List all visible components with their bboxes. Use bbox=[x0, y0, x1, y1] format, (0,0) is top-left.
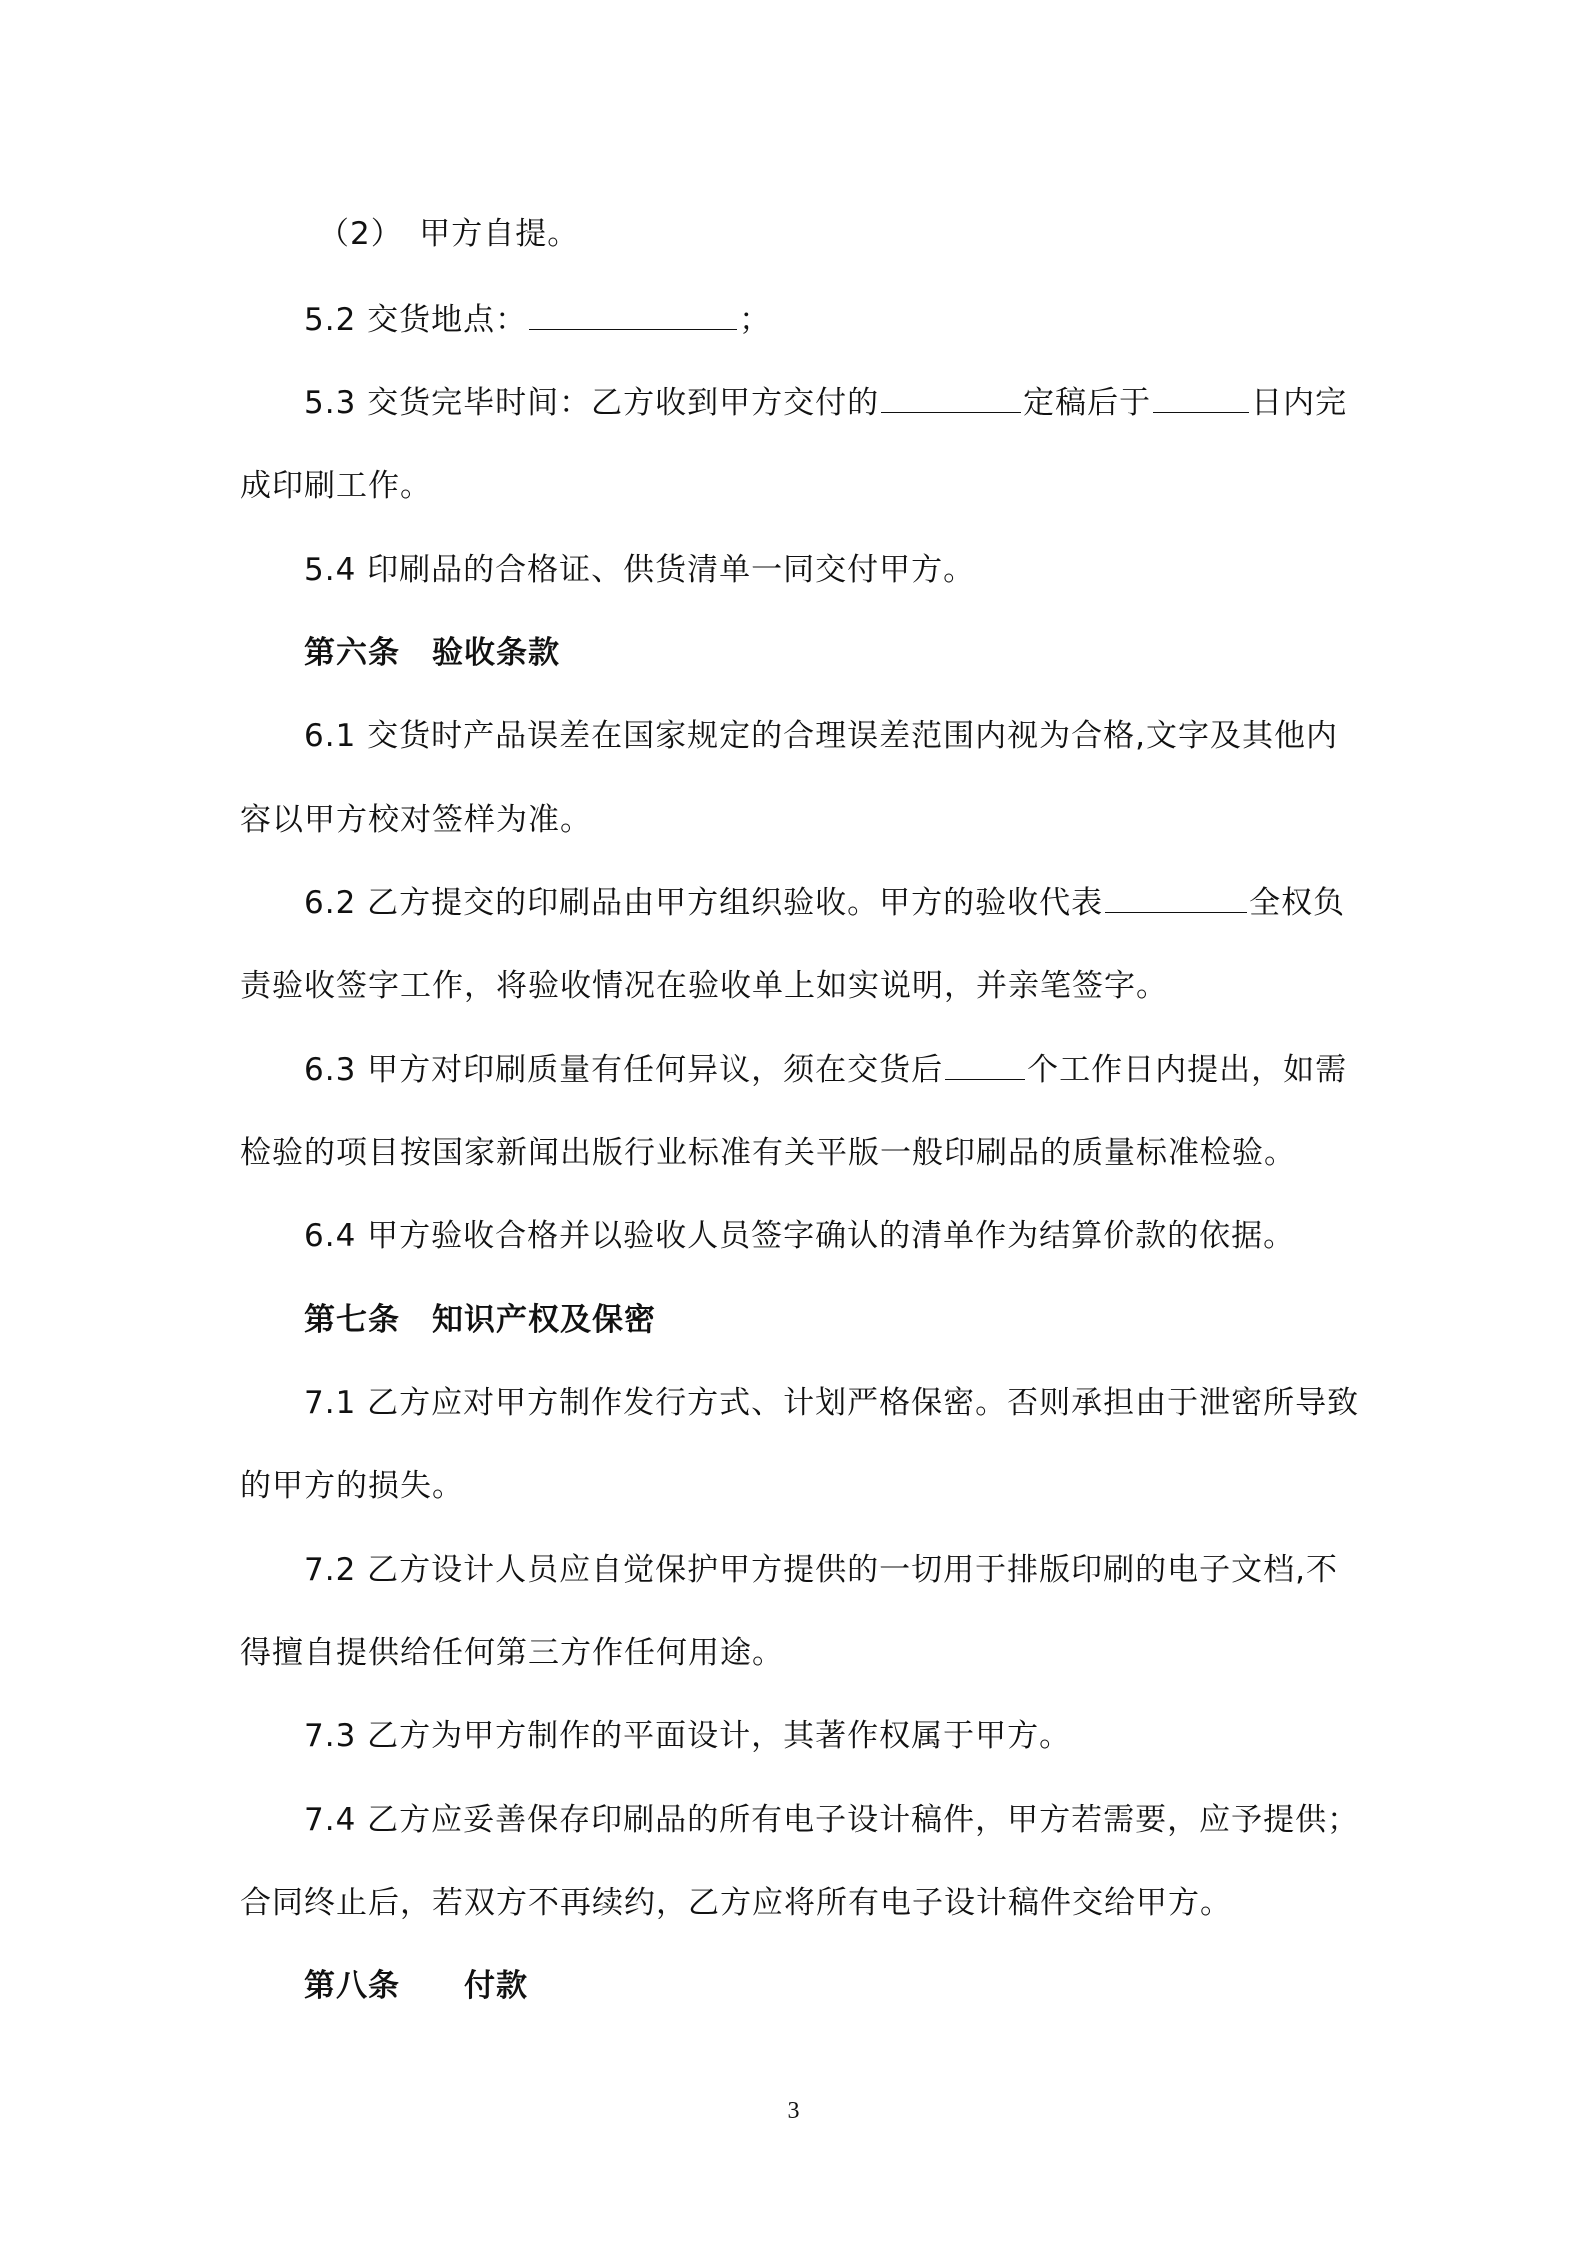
text: 6.3 甲方对印刷质量有任何异议，须在交货后 bbox=[304, 1052, 944, 1088]
text: 5.2 交货地点： bbox=[304, 302, 528, 338]
clause-5-4 bbox=[304, 548, 975, 592]
text: 日内完 bbox=[1251, 385, 1348, 421]
text: 个工作日内提出，如需 bbox=[1027, 1052, 1348, 1088]
article-7-heading bbox=[304, 1298, 656, 1342]
clause-7-4 bbox=[304, 1798, 1359, 1842]
text: 全权负 bbox=[1249, 885, 1346, 921]
clause-5-1-2 bbox=[318, 212, 579, 256]
clause-6-1 bbox=[304, 714, 1338, 758]
text: （2） 甲方自提。 bbox=[318, 216, 580, 252]
fill-blank bbox=[529, 299, 737, 330]
text: 5.3 交货完毕时间：乙方收到甲方交付的 bbox=[304, 385, 880, 421]
clause-6-1-cont bbox=[240, 798, 592, 842]
clause-7-4-cont bbox=[240, 1881, 1232, 1925]
text: 定稿后于 bbox=[1023, 385, 1152, 421]
clause-6-3 bbox=[304, 1048, 1347, 1092]
text: 7.4 乙方应妥善保存印刷品的所有电子设计稿件，甲方若需要，应予提供； bbox=[304, 1802, 1360, 1838]
text: 第七条 知识产权及保密 bbox=[304, 1302, 656, 1338]
clause-5-3 bbox=[304, 381, 1347, 425]
clause-7-1 bbox=[304, 1381, 1359, 1425]
article-8-heading bbox=[304, 1964, 528, 2008]
text: 合同终止后，若双方不再续约，乙方应将所有电子设计稿件交给甲方。 bbox=[240, 1885, 1232, 1921]
page-number: 3 bbox=[787, 2098, 800, 2124]
text: ； bbox=[739, 302, 772, 338]
clause-7-3 bbox=[304, 1714, 1071, 1758]
text: 第八条 付款 bbox=[304, 1968, 528, 2004]
text: 责验收签字工作，将验收情况在验收单上如实说明，并亲笔签字。 bbox=[240, 968, 1168, 1004]
fill-blank bbox=[881, 382, 1021, 413]
text: 6.4 甲方验收合格并以验收人员签字确认的清单作为结算价款的依据。 bbox=[304, 1218, 1296, 1254]
text: 容以甲方校对签样为准。 bbox=[240, 802, 592, 838]
article-6-heading bbox=[304, 631, 560, 675]
text: 6.1 交货时产品误差在国家规定的合理误差范围内视为合格,文字及其他内 bbox=[304, 718, 1339, 754]
clause-6-2-cont bbox=[240, 964, 1168, 1008]
text: 的甲方的损失。 bbox=[240, 1468, 464, 1504]
text: 7.2 乙方设计人员应自觉保护甲方提供的一切用于排版印刷的电子文档,不 bbox=[304, 1552, 1339, 1588]
text: 第六条 验收条款 bbox=[304, 635, 560, 671]
text: 检验的项目按国家新闻出版行业标准有关平版一般印刷品的质量标准检验。 bbox=[240, 1135, 1296, 1171]
clause-5-2 bbox=[304, 298, 771, 342]
fill-blank bbox=[945, 1049, 1025, 1080]
clause-6-4 bbox=[304, 1214, 1295, 1258]
text: 7.3 乙方为甲方制作的平面设计，其著作权属于甲方。 bbox=[304, 1718, 1072, 1754]
text: 7.1 乙方应对甲方制作发行方式、计划严格保密。否则承担由于泄密所导致 bbox=[304, 1385, 1360, 1421]
clause-7-1-cont bbox=[240, 1464, 464, 1508]
text: 5.4 印刷品的合格证、供货清单一同交付甲方。 bbox=[304, 552, 976, 588]
clause-6-2 bbox=[304, 881, 1345, 925]
fill-blank bbox=[1105, 882, 1247, 913]
text: 成印刷工作。 bbox=[240, 468, 432, 504]
text: 6.2 乙方提交的印刷品由甲方组织验收。甲方的验收代表 bbox=[304, 885, 1104, 921]
clause-5-3-cont bbox=[240, 464, 432, 508]
fill-blank bbox=[1153, 382, 1249, 413]
clause-6-3-cont bbox=[240, 1131, 1296, 1175]
clause-7-2-cont bbox=[240, 1631, 784, 1675]
clause-7-2 bbox=[304, 1548, 1338, 1592]
text: 得擅自提供给任何第三方作任何用途。 bbox=[240, 1635, 784, 1671]
